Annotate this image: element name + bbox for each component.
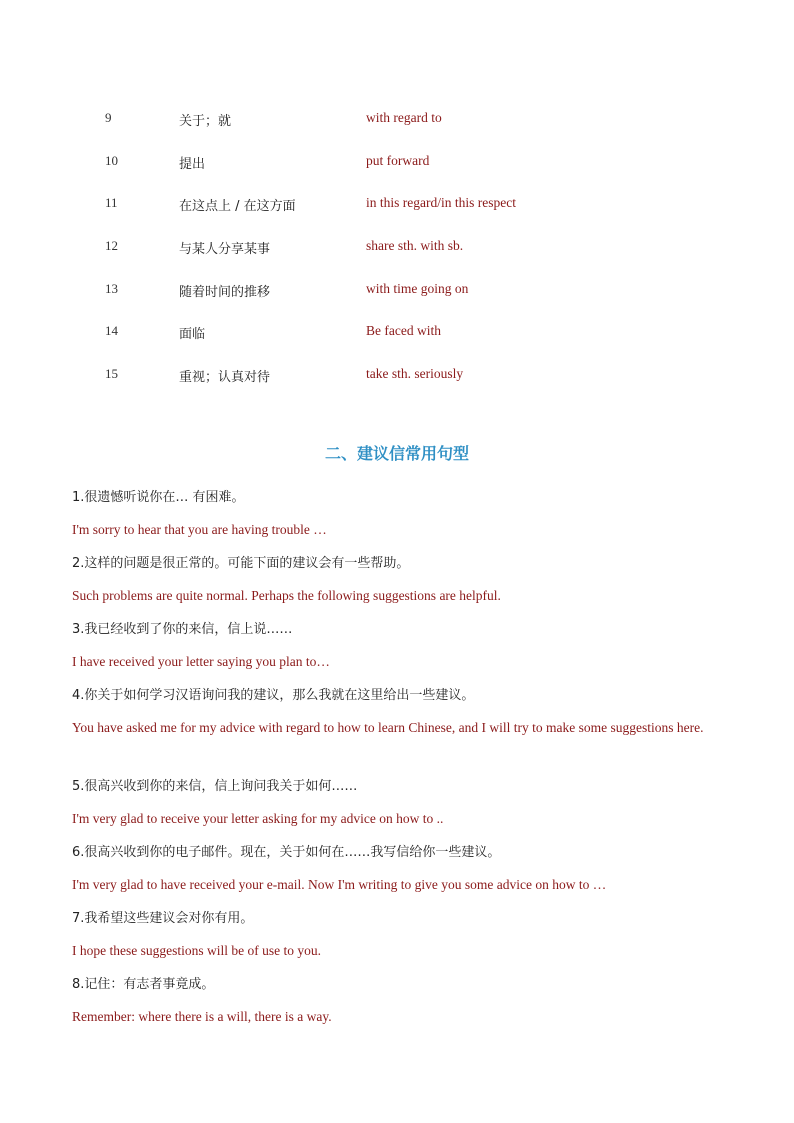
vocab-english: with regard to — [366, 110, 442, 125]
sentence-chinese: 6.很高兴收到你的电子邮件。现在，关于如何在……我写信给你一些建议。 — [72, 845, 501, 860]
vocab-row — [0, 366, 794, 390]
vocab-number: 13 — [105, 281, 118, 296]
sentence-chinese: 5.很高兴收到你的来信，信上询问我关于如何…… — [72, 779, 358, 794]
sentence-english: You have asked me for my advice with regard to how to learn Chinese, and I will try to make some suggestions here. — [72, 720, 704, 735]
sentence-english: I'm very glad to receive your letter asking for my advice on how to .. — [72, 811, 444, 826]
vocab-english: take sth. seriously — [366, 366, 464, 381]
vocab-row — [0, 195, 794, 219]
sentence-chinese: 3.我已经收到了你的来信，信上说…… — [72, 622, 293, 637]
sentence-chinese: 1.很遗憾听说你在… 有困难。 — [72, 490, 245, 505]
vocab-english: in this regard/in this respect — [366, 195, 516, 210]
vocab-chinese: 关于；就 — [179, 114, 232, 129]
sentence-chinese: 2.这样的问题是很正常的。可能下面的建议会有一些帮助。 — [72, 556, 410, 571]
sentence-english: Remember: where there is a will, there is a way. — [72, 1009, 332, 1024]
vocab-chinese: 面临 — [179, 327, 206, 342]
vocab-row — [0, 323, 794, 347]
vocab-number: 10 — [105, 153, 118, 168]
vocab-number: 15 — [105, 366, 118, 381]
vocab-row — [0, 281, 794, 305]
vocab-row — [0, 238, 794, 262]
vocab-chinese: 与某人分享某事 — [179, 242, 271, 257]
vocab-row — [0, 153, 794, 177]
sentence-english: I have received your letter saying you plan to… — [72, 654, 330, 669]
sentence-english: Such problems are quite normal. Perhaps the following suggestions are helpful. — [72, 588, 501, 603]
vocab-chinese: 在这点上 / 在这方面 — [179, 199, 296, 214]
vocab-number: 14 — [105, 323, 118, 338]
section-title: 二、建议信常用句型 — [324, 444, 469, 463]
sentence-english: I hope these suggestions will be of use to you. — [72, 943, 321, 958]
sentence-chinese: 7.我希望这些建议会对你有用。 — [72, 911, 254, 926]
vocab-english: put forward — [366, 153, 430, 168]
vocab-english: with time going on — [366, 281, 469, 296]
vocab-chinese: 随着时间的推移 — [179, 285, 271, 300]
vocab-number: 11 — [105, 195, 118, 210]
vocab-chinese: 提出 — [179, 157, 206, 172]
sentence-english: I'm sorry to hear that you are having trouble … — [72, 522, 327, 537]
vocab-row — [0, 110, 794, 134]
vocab-english: share sth. with sb. — [366, 238, 464, 253]
sentence-chinese: 4.你关于如何学习汉语询问我的建议，那么我就在这里给出一些建议。 — [72, 688, 475, 703]
vocab-english: Be faced with — [366, 323, 441, 338]
sentence-chinese: 8.记住：有志者事竟成。 — [72, 977, 215, 992]
vocab-number: 9 — [105, 110, 112, 125]
vocab-chinese: 重视；认真对待 — [179, 370, 271, 385]
vocab-number: 12 — [105, 238, 118, 253]
sentence-english: I'm very glad to have received your e-mail. Now I'm writing to give you some advice on how to … — [72, 877, 607, 892]
